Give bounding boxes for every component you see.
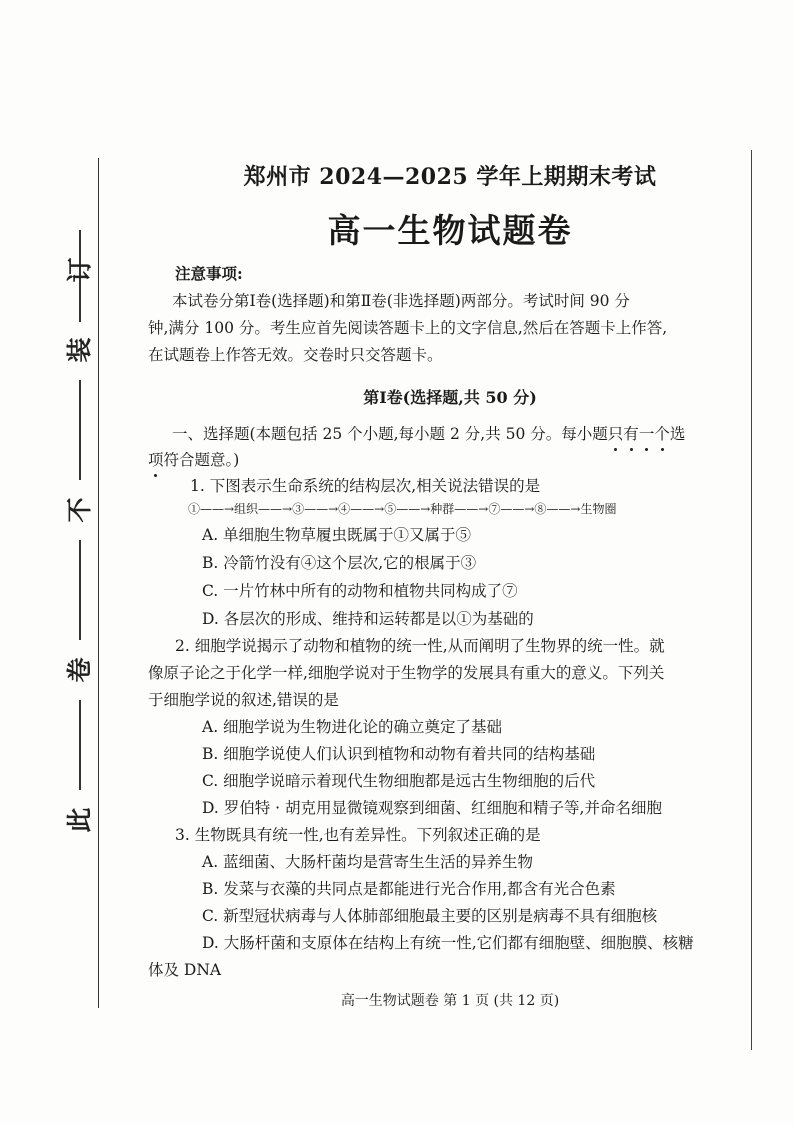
- margin-char: 不: [65, 497, 94, 523]
- part-instructions-cont: [148, 448, 239, 472]
- notice-line: 在试题卷上作答无效。交卷时只交答题卡。: [148, 346, 443, 364]
- question-option: B. 细胞学说使人们认识到植物和动物有着共同的结构基础: [202, 745, 596, 763]
- question-option: A. 细胞学说为生物进化论的确立奠定了基础: [202, 718, 503, 736]
- emphasis-char: 个: [654, 422, 670, 446]
- emphasis-char: 项: [148, 448, 164, 472]
- hierarchy-flow-diagram: ①——→组织——→③——→④——→⑤——→种群——→⑦——→⑧——→生物圈: [188, 502, 617, 516]
- emphasis-char: 只: [608, 422, 624, 446]
- question-stem: 3. 生物既具有统一性,也有差异性。下列叙述正确的是: [175, 826, 541, 844]
- question-option: D. 大肠杆菌和支原体在结构上有统一性,它们都有细胞壁、细胞膜、核糖: [202, 934, 694, 952]
- margin-char: 订: [65, 257, 94, 283]
- question-option: A. 单细胞生物草履虫既属于①又属于⑤: [202, 526, 472, 544]
- exam-subtitle: 高一生物试题卷: [327, 211, 573, 250]
- page-footer: 高一生物试题卷 第 1 页 (共 12 页): [340, 993, 560, 1009]
- emphasis-char: 一: [639, 422, 655, 446]
- question-option: B. 冷箭竹没有④这个层次,它的根属于③: [202, 554, 477, 572]
- notice-line: 本试卷分第Ⅰ卷(选择题)和第Ⅱ卷(非选择题)两部分。考试时间 90 分: [172, 292, 630, 310]
- question-stem: 于细胞学说的叙述,错误的是: [148, 691, 339, 709]
- question-option: A. 蓝细菌、大肠杆菌均是营寄生生活的异养生物: [202, 853, 534, 871]
- question-option: C. 一片竹林中所有的动物和植物共同构成了⑦: [202, 582, 518, 600]
- question-option: D. 罗伯特 · 胡克用显微镜观察到细菌、红细胞和精子等,并命名细胞: [202, 799, 662, 817]
- question-stem: 1. 下图表示生命系统的结构层次,相关说法错误的是: [190, 477, 541, 495]
- question-stem: 2. 细胞学说揭示了动物和植物的统一性,从而阐明了生物界的统一性。就: [175, 637, 665, 655]
- notice-line: 钟,满分 100 分。考生应首先阅读答题卡上的文字信息,然后在答题卡上作答,: [148, 319, 668, 337]
- instructions-text: 一、选择题(本题包括 25 个小题,每小题 2 分,共 50 分。每小题: [172, 425, 608, 443]
- emphasis-char: 有: [623, 422, 639, 446]
- part-instructions: [172, 422, 685, 446]
- margin-char: 此: [65, 807, 94, 833]
- margin-dash: [79, 540, 81, 640]
- right-border-line: [751, 150, 752, 1050]
- instructions-text: 选: [669, 425, 686, 443]
- question-option-cont: 体及 DNA: [148, 961, 222, 979]
- notice-heading: 注意事项:: [175, 264, 243, 283]
- section-title: 第Ⅰ卷(选择题,共 50 分): [363, 388, 537, 407]
- question-option: B. 发菜与衣藻的共同点是都能进行光合作用,都含有光合色素: [202, 880, 616, 898]
- binding-margin-text: [60, 240, 100, 860]
- question-stem: 像原子论之于化学一样,细胞学说对于生物学的发展具有重大的意义。下列关: [148, 664, 665, 682]
- question-option: C. 细胞学说暗示着现代生物细胞都是远古生物细胞的后代: [202, 772, 596, 790]
- question-option: C. 新型冠状病毒与人体肺部细胞最主要的区别是病毒不具有细胞核: [202, 907, 658, 925]
- question-option: D. 各层次的形成、维持和运转都是以①为基础的: [202, 610, 534, 628]
- instructions-text: 符合题意。): [163, 451, 240, 469]
- exam-title: 郑州市 2024—2025 学年上期期末考试: [243, 164, 657, 190]
- margin-dash: [79, 380, 81, 480]
- margin-char: 装: [65, 337, 94, 363]
- margin-dash: [79, 700, 81, 790]
- margin-char: 卷: [65, 657, 94, 683]
- margin-dash: [79, 292, 81, 322]
